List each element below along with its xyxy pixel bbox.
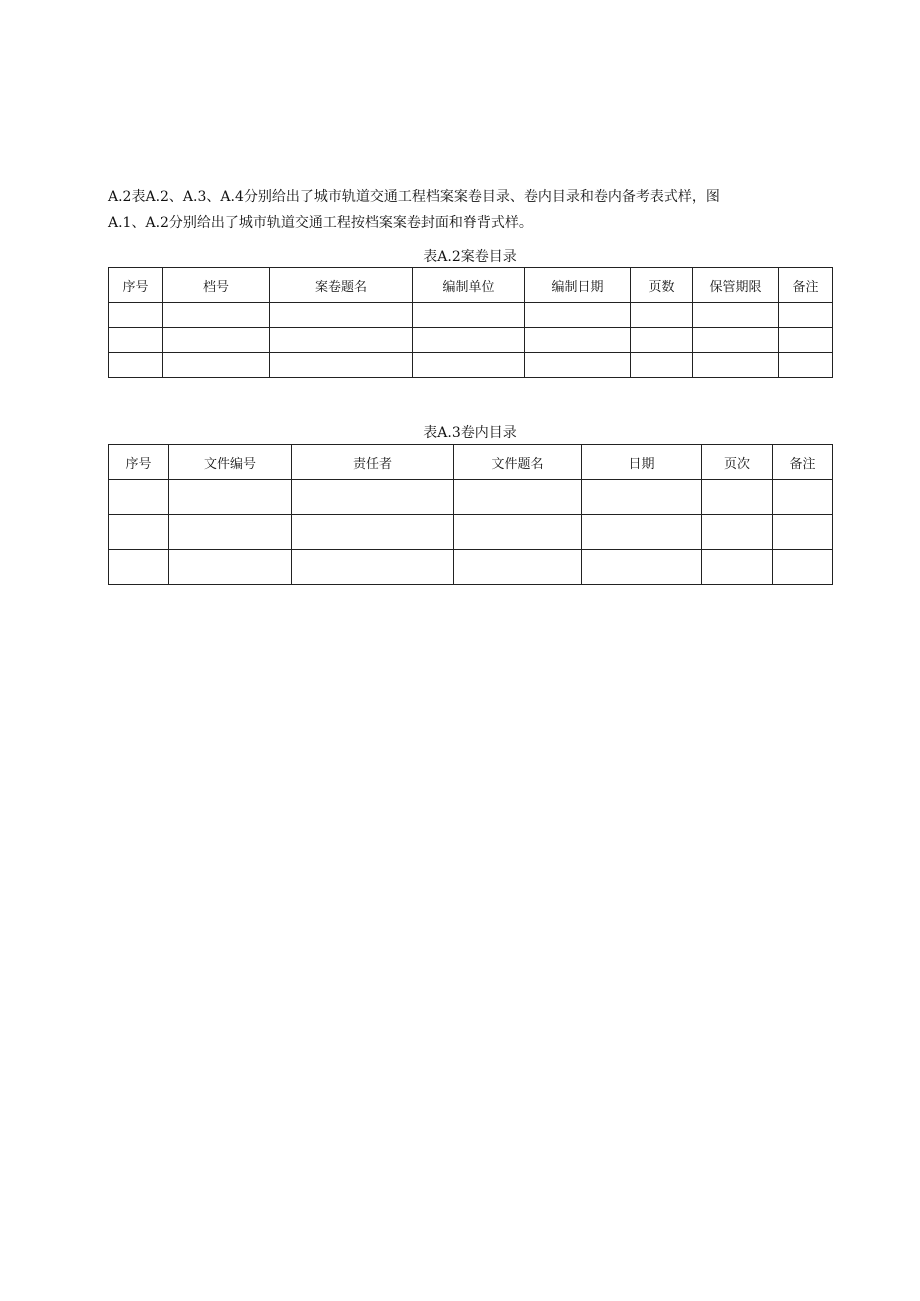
table-cell: [413, 303, 525, 328]
table-cell: [702, 515, 773, 550]
table-cell: [702, 480, 773, 515]
table-row: [109, 515, 833, 550]
table-cell: [169, 480, 292, 515]
intro-line-2: A.1、A.2分别给出了城市轨道交通工程按档案案卷封面和脊背式样。: [108, 215, 533, 231]
col-header-page-count: 页数: [631, 268, 693, 303]
table-cell: [582, 515, 702, 550]
col-header-file-title: 案卷题名: [270, 268, 413, 303]
col-header-page-number: 页次: [702, 445, 773, 480]
table-cell: [582, 480, 702, 515]
col-header-compiling-date: 编制日期: [525, 268, 631, 303]
table-header-row: [109, 445, 833, 480]
table-cell: [779, 353, 833, 378]
table-cell: [454, 550, 582, 585]
table-cell: [163, 353, 270, 378]
intro-paragraph: [108, 184, 798, 236]
table-cell: [631, 328, 693, 353]
table-cell: [582, 550, 702, 585]
table-cell: [773, 480, 833, 515]
col-header-retention-period: 保管期限: [693, 268, 779, 303]
col-header-serial: 序号: [109, 268, 163, 303]
table-cell: [702, 550, 773, 585]
table-cell: [693, 328, 779, 353]
table-cell: [292, 515, 454, 550]
table-a3-caption: 表A.3卷内目录: [423, 425, 517, 441]
table-cell: [169, 550, 292, 585]
table-row: [109, 480, 833, 515]
col-header-document-number: 文件编号: [169, 445, 292, 480]
table-row: [109, 550, 833, 585]
table-cell: [693, 353, 779, 378]
table-cell: [109, 550, 169, 585]
table-cell: [163, 328, 270, 353]
table-row: [109, 328, 833, 353]
col-header-compiling-unit: 编制单位: [413, 268, 525, 303]
table-cell: [693, 303, 779, 328]
col-header-responsible-party: 责任者: [292, 445, 454, 480]
table-header-row: [109, 268, 833, 303]
table-cell: [525, 353, 631, 378]
table-cell: [454, 480, 582, 515]
table-row: [109, 303, 833, 328]
table-cell: [169, 515, 292, 550]
table-cell: [292, 550, 454, 585]
col-header-serial: 序号: [109, 445, 169, 480]
table-a3-volume-contents: [108, 444, 833, 585]
table-cell: [109, 328, 163, 353]
table-cell: [109, 353, 163, 378]
table-a2-caption: 表A.2案卷目录: [423, 249, 517, 265]
table-row: [109, 353, 833, 378]
table-cell: [779, 303, 833, 328]
table-cell: [631, 303, 693, 328]
table-cell: [270, 303, 413, 328]
table-cell: [525, 328, 631, 353]
table-cell: [779, 328, 833, 353]
col-header-remarks: 备注: [779, 268, 833, 303]
table-cell: [270, 353, 413, 378]
table-cell: [270, 328, 413, 353]
table-cell: [454, 515, 582, 550]
table-cell: [109, 480, 169, 515]
table-cell: [109, 515, 169, 550]
table-cell: [163, 303, 270, 328]
table-a2-file-catalog: [108, 267, 833, 378]
table-cell: [525, 303, 631, 328]
col-header-remarks: 备注: [773, 445, 833, 480]
col-header-file-number: 档号: [163, 268, 270, 303]
table-cell: [413, 353, 525, 378]
col-header-document-title: 文件题名: [454, 445, 582, 480]
table-cell: [109, 303, 163, 328]
table-cell: [292, 480, 454, 515]
table-cell: [773, 515, 833, 550]
col-header-date: 日期: [582, 445, 702, 480]
table-cell: [631, 353, 693, 378]
table-cell: [413, 328, 525, 353]
intro-line-1: A.2表A.2、A.3、A.4分别给出了城市轨道交通工程档案案卷目录、卷内目录和卷内备考表式样，图: [108, 189, 720, 205]
table-cell: [773, 550, 833, 585]
